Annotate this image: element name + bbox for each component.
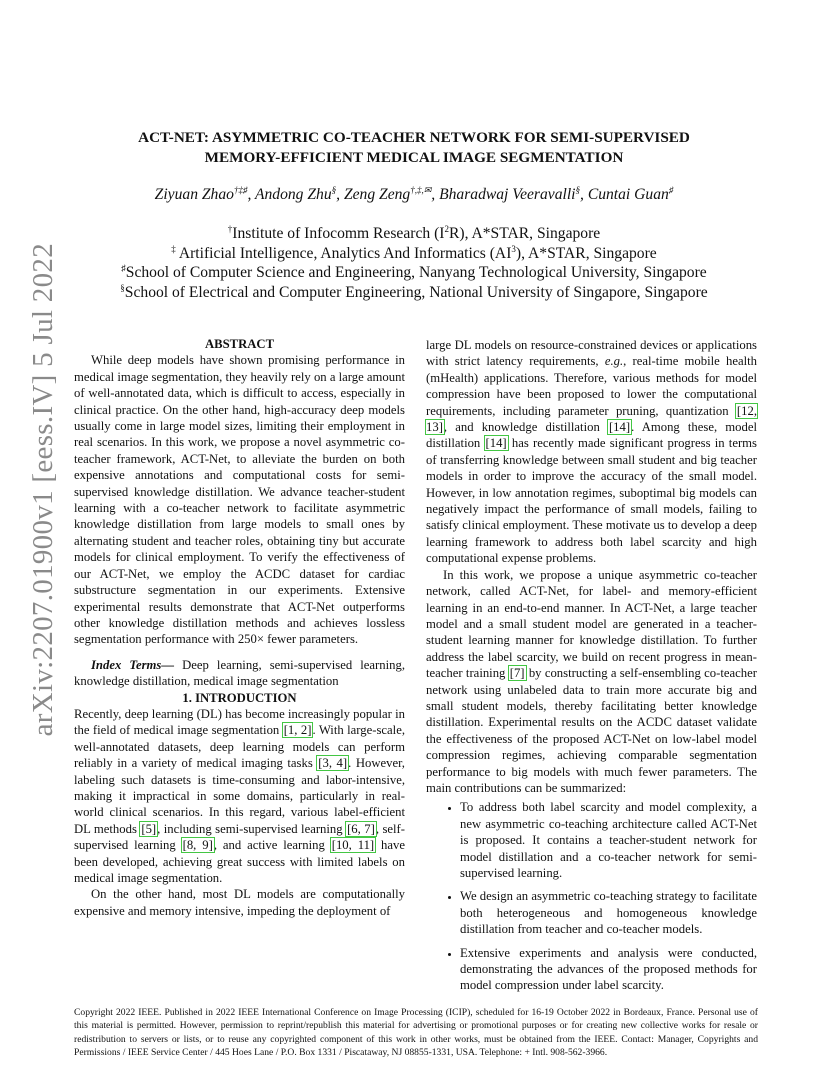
affiliation-mark: † (227, 224, 233, 234)
affiliation-1 (80, 244, 748, 264)
citation-link[interactable]: [6, 7] (347, 821, 375, 836)
citation-link[interactable]: [12, 13] (426, 403, 757, 435)
arxiv-stamp-text: arXiv:2207.01900v1 [eess.IV] 5 Jul 2022 (26, 243, 59, 737)
abstract-heading: ABSTRACT (204, 337, 275, 351)
author-marks: †‡♯ (233, 185, 248, 195)
citation-link[interactable]: [8, 9] (182, 838, 213, 853)
author-1 (255, 186, 336, 203)
intro-paragraph-3: In this work, we propose a unique asymmetric co-teacher network, called ACT-Net, for label- and memory-efficient learning in an end-to-end manner. In ACT-Net, a large teacher model and a small student model are generated in a teacher-student learning manner for knowledge distillation. To further address the label scarcity, we build on recent progress in mean-teacher training [7] by constructing a self-ensembling co-teacher network using unlabeled data to train more accurate big and small student models, thereby facilitating better knowledge distillation. Experimental results on the ACDC dataset validate the effectiveness of the proposed ACT-Net on low-label model compression regimes, achieving comparable segmentation performance to big models with much fewer parameters. The main contributions can be summarized: (426, 567, 757, 795)
author-4 (588, 186, 674, 203)
affiliation-3 (80, 283, 748, 303)
author-name: Andong Zhu (254, 186, 332, 203)
italic-text: e.g. (604, 354, 624, 369)
introduction-heading: 1. INTRODUCTION (182, 690, 297, 705)
author-3 (439, 186, 580, 203)
index-terms (74, 657, 405, 690)
right-column (426, 337, 757, 1001)
affiliation-sup: 2 (444, 224, 449, 234)
citation-link[interactable]: [1, 2] (283, 723, 312, 738)
author-0 (155, 186, 248, 203)
author-marks: § (331, 185, 337, 195)
paper-title (80, 128, 748, 168)
index-terms-label: Index Terms— (91, 657, 175, 672)
citation-link[interactable]: [14] (485, 436, 507, 451)
title-line-1: ACT-NET: ASYMMETRIC CO-TEACHER NETWORK FOR SEMI-SUPERVISED (138, 129, 690, 146)
affiliation-text: School of Electrical and Computer Engineering, National University of Singapore, Singapore (124, 283, 708, 301)
abstract-text: While deep models have shown promising performance in medical image segmentation, they heavily rely on a large amount of well-annotated data, which is difficult to access, especially in clinical practice. On the other hand, high-accuracy deep models usually come in large model sizes, limiting their employment in real scenarios. In this work, we propose a novel asymmetric co-teacher framework, ACT-Net, to alleviate the burden on both expensive annotations and computational costs for semi-supervised knowledge distillation. We advance teacher-student learning with a co-teacher network to facilitate asymmetric knowledge distillation from large models to small ones by alternating student and teacher roles, obtaining tiny but accurate models for clinical employment. To verify the effectiveness of our ACT-Net, we employ the ACDC dataset for cardiac substructure segmentation in our experiments. Extensive experimental results demonstrate that ACT-Net outperforms other knowledge distillation methods and achieves lossless segmentation performance with 250× fewer parameters. (74, 353, 405, 647)
list-item: • To address both label scarcity and model complexity, a new asymmetric co-teaching architecture called ACT-Net is proposed. It contains a teacher-student network for model distillation and a co-teacher network for semi-supervised learning. (460, 799, 757, 881)
intro-paragraph-2-continued: large DL models on resource-constrained devices or applications with strict latency requirements, e.g., real-time mobile health (mHealth) applications. Therefore, various methods for model compression have been proposed to lower the computational requirements, including parameter pruning, quantization [12, 13], and knowledge distillation [14]. Among these, model distillation [14] has recently made significant progress in terms of transferring knowledge between small student and big teacher models in order to improve the accuracy of the small model. However, in low annotation regimes, suboptimal big models can negatively impact the performance of small models, failing to satisfy clinical employment. These motivate us to develop a deep learning framework to address both label scarcity and high computational expense problems. (426, 338, 757, 566)
affiliation-text: Artificial Intelligence, Analytics And Informatics (AI (175, 244, 512, 262)
affiliation-text: R), A*STAR, Singapore (448, 225, 601, 242)
copyright-notice: Copyright 2022 IEEE. Published in 2022 IEEE International Conference on Image Processing (ICIP), scheduled for 16-19 October 2022 in Bordeaux, France. Personal use of this material is permitted. However, permission to reprint/republish this material for advertising or promotional purposes or for creating new collective works for resale or redistribution to servers or lists, or to reuse any copyrighted component of this work in other works, must be obtained from the IEEE. Contact: Manager, Copyrights and Permissions / IEEE Service Center / 445 Hoes Lane / P.O. Box 1331 / Piscataway, NJ 08855-1331, USA. Telephone: + Intl. 908-562-3966. (74, 1007, 758, 1059)
author-marks: § (575, 185, 581, 195)
index-terms-text: Deep learning, semi-supervised learning, knowledge distillation, medical image segmentation (74, 657, 405, 689)
citation-link[interactable]: [5] (141, 821, 157, 836)
intro-paragraph-1: Recently, deep learning (DL) has become increasingly popular in the field of medical image segmentation [1, 2]. With large-scale, well-annotated datasets, deep learning models can perform reliably in a variety of medical imaging tasks [3, 4]. However, labeling such datasets is time-consuming and labor-intensive, making it impractical in some domains, particularly in real-world clinical scenarios. In this regard, various label-efficient DL methods [5], including semi-supervised learning [6, 7], self-supervised learning [8, 9], and active learning [10, 11] have been developed, achieving great success with limited labels on medical image segmentation. (74, 706, 405, 885)
author-name: Ziyuan Zhao (154, 186, 234, 203)
affiliations (80, 224, 748, 302)
author-2 (344, 186, 431, 203)
affiliation-sup: 3 (511, 243, 516, 254)
citation-link[interactable]: [3, 4] (318, 756, 348, 771)
author-name: Cuntai Guan (587, 186, 669, 203)
author-name: Zeng Zeng (343, 186, 411, 203)
affiliation-text: School of Computer Science and Engineering, Nanyang Technological University, Singapore (125, 264, 707, 281)
list-item: • We design an asymmetric co-teaching strategy to facilitate both heterogeneous and homogeneous knowledge distillation from teacher and co-teacher models. (460, 888, 757, 937)
author-list: Ziyuan Zhao†‡♯, Andong Zhu§, Zeng Zeng†,‡,✉, Bharadwaj Veeravalli§, Cuntai Guan♯ (154, 185, 674, 203)
contributions-list (426, 799, 757, 993)
affiliation-text: Institute of Infocomm Research (I (232, 225, 445, 242)
left-column (74, 336, 405, 919)
author-marks: ♯ (668, 185, 674, 195)
arxiv-stamp (20, 243, 66, 737)
list-item: • Extensive experiments and analysis were conducted, demonstrating the advances of the proposed methods for model compression under label scarcity. (460, 945, 757, 994)
citation-link[interactable]: [7] (509, 666, 525, 681)
affiliation-mark: § (120, 282, 125, 293)
author-name: Bharadwaj Veeravalli (439, 186, 576, 203)
affiliation-0 (80, 224, 748, 244)
affiliation-mark: ‡ (171, 243, 176, 254)
intro-paragraph-2-start: On the other hand, most DL models are computationally expensive and memory intensive, impeding the deployment of (74, 887, 405, 918)
citation-link[interactable]: [14] (608, 420, 631, 435)
author-marks: †,‡,✉ (410, 185, 432, 195)
affiliation-text: ), A*STAR, Singapore (515, 244, 657, 262)
citation-link[interactable]: [10, 11] (331, 838, 375, 853)
affiliation-2 (80, 263, 748, 283)
affiliation-mark: ♯ (121, 263, 126, 273)
title-line-2: MEMORY-EFFICIENT MEDICAL IMAGE SEGMENTATION (204, 149, 624, 166)
